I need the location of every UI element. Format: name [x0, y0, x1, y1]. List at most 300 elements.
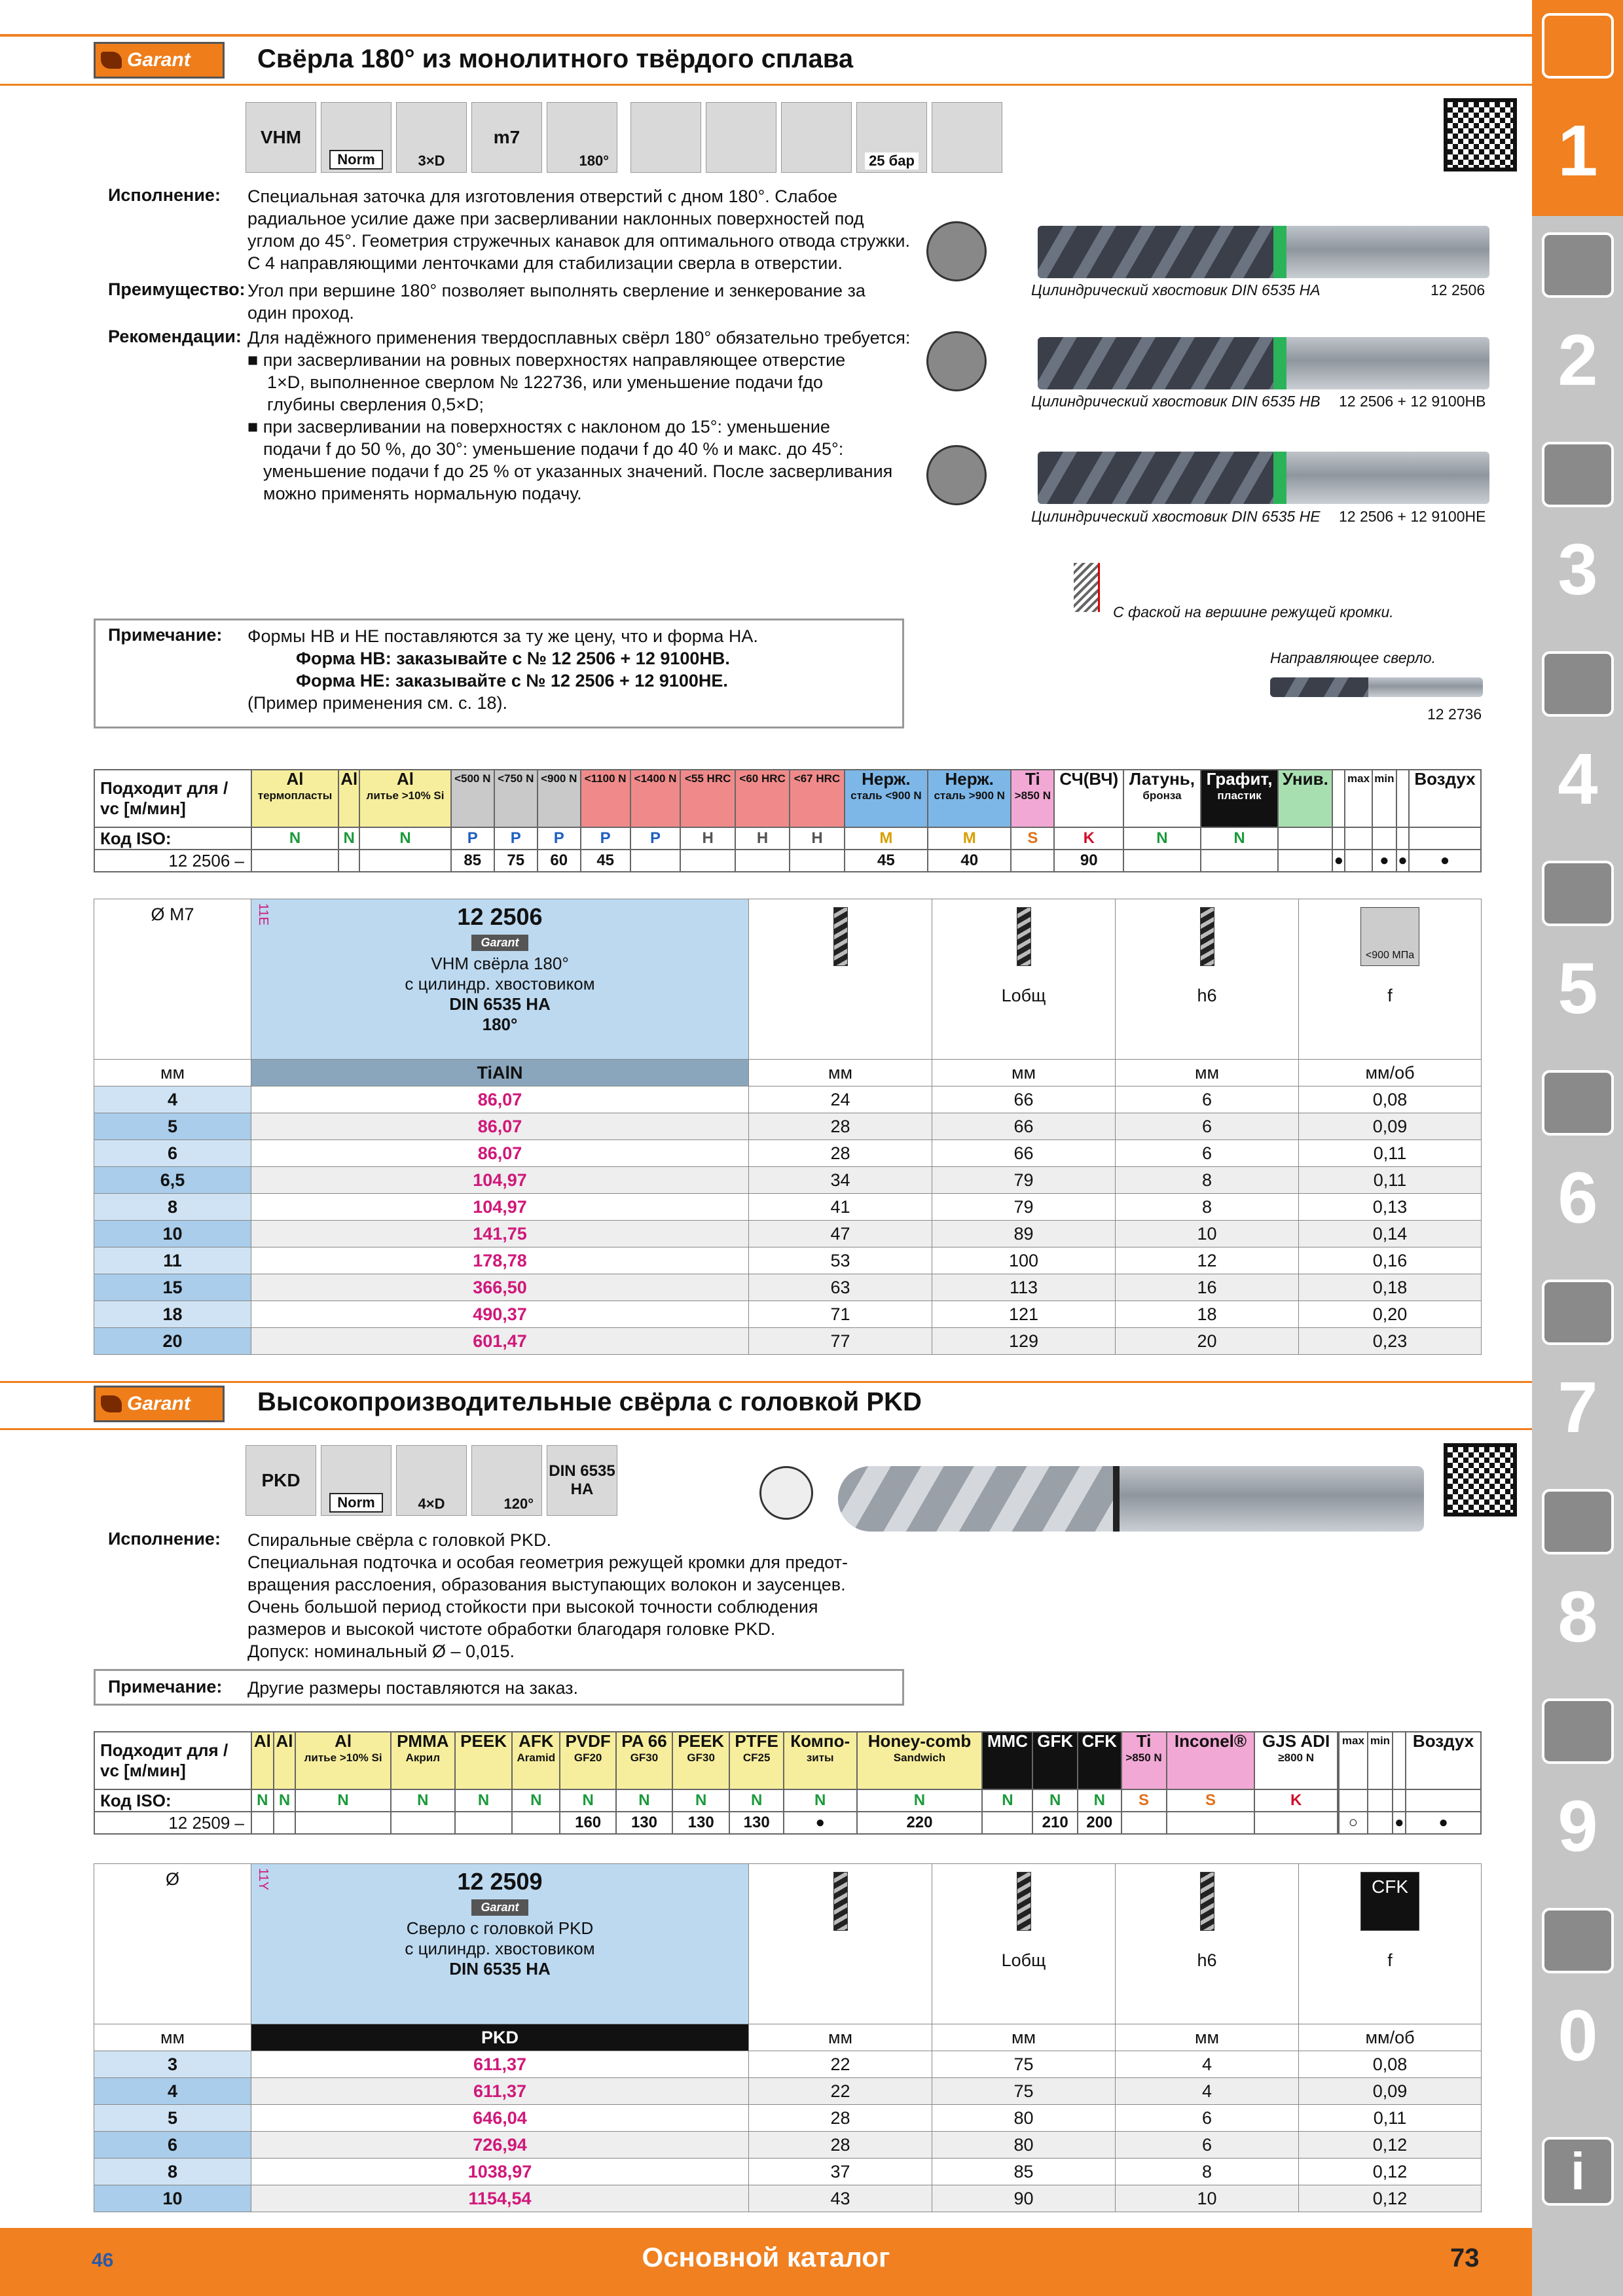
value-cell: 0,08: [1299, 2051, 1482, 2078]
price-cell[interactable]: 178,78: [251, 1247, 749, 1274]
cutting-speed: [295, 1812, 391, 1834]
drill-ha-code: 12 2506: [1431, 281, 1486, 298]
value-cell: 8: [1116, 1194, 1299, 1221]
cutting-speed: [735, 850, 790, 872]
iso-code: H: [790, 827, 844, 850]
diameter-header: Ø: [94, 1864, 251, 2024]
price-cell[interactable]: 104,97: [251, 1194, 749, 1221]
chapter-tab-9[interactable]: 9: [1558, 1785, 1598, 1867]
chamfer-icon: [1074, 563, 1100, 612]
diameter-cell: 10: [94, 2185, 251, 2212]
material-col-header: AFK Aramid: [512, 1732, 560, 1789]
iso-code: N: [672, 1789, 730, 1812]
cutting-speed: [1123, 850, 1201, 872]
iso-label: Код ISO:: [94, 1789, 251, 1812]
price-cell[interactable]: 726,94: [251, 2132, 749, 2159]
table-row: [94, 1301, 1482, 1328]
iso-code: K: [1254, 1789, 1337, 1812]
tools-chapter-icon[interactable]: [1542, 1070, 1614, 1136]
material-col-header: Воздух: [1406, 1732, 1481, 1789]
table-row: [94, 1274, 1482, 1301]
table-row: [94, 1194, 1482, 1221]
chapter-tab-8[interactable]: 8: [1558, 1576, 1598, 1657]
table-row: [94, 2159, 1482, 2185]
cutting-speed: [338, 850, 359, 872]
value-cell: 28: [749, 2132, 932, 2159]
iso-code: [1393, 1789, 1406, 1812]
material-col-header: [1332, 770, 1345, 827]
value-cell: 100: [932, 1247, 1116, 1274]
chapter-tab-3[interactable]: 3: [1558, 529, 1598, 610]
material-col-header: MMC: [982, 1732, 1032, 1789]
chapter-tab-7[interactable]: 7: [1558, 1367, 1598, 1448]
iso-code: S: [1167, 1789, 1255, 1812]
shank-drill-icon: h6: [1116, 1864, 1299, 2024]
recommend-label: Рекомендации:: [108, 327, 242, 346]
diameter-cell: 4: [94, 1086, 251, 1113]
iso-code: N: [512, 1789, 560, 1812]
iso-code: [1278, 827, 1332, 850]
chapter-tab-1[interactable]: 1: [1558, 110, 1598, 191]
value-cell: 0,11: [1299, 2105, 1482, 2132]
table-row: [94, 2051, 1482, 2078]
execution-label: Исполнение:: [108, 1529, 221, 1549]
material-col-header: min: [1372, 770, 1396, 827]
cutting-speed: 220: [857, 1812, 983, 1834]
info-chapter-icon[interactable]: i: [1542, 2137, 1614, 2206]
material-col-header: Al термопласты: [251, 770, 338, 827]
unit-label: мм: [1116, 2024, 1299, 2051]
table-row: [94, 2132, 1482, 2159]
table-row: [94, 2078, 1482, 2105]
value-cell: 0,11: [1299, 1140, 1482, 1167]
value-cell: 90: [932, 2185, 1116, 2212]
cutting-speed: 160: [560, 1812, 616, 1834]
material-col-header: GJS ADI ≥800 N: [1254, 1732, 1337, 1789]
drill-image-hb: [1038, 337, 1489, 389]
drill-hb-code: 12 2506 + 12 9100HB: [1339, 393, 1486, 410]
diameter-cell: 8: [94, 1194, 251, 1221]
iso-code: S: [1122, 1789, 1167, 1812]
cutting-speed: 130: [616, 1812, 672, 1834]
material-col-header: Нерж. сталь <900 N: [845, 770, 928, 827]
execution-text: Специальная заточка для изготовления отверстий с дном 180°. Слабое радиальное усилие даже при засверливании наклонных поверхностей под углом до 45°. Геометрия стружечных канавок для оптимального отвода стружки. С 4 направляющими ленточками для стабилизации сверла в отверстии.: [247, 187, 910, 273]
price-cell[interactable]: 611,37: [251, 2078, 749, 2105]
material-col-header: Воздух: [1409, 770, 1481, 827]
advantage-text: Угол при вершине 180° позволяет выполнять сверление и зенкерование за один проход.: [247, 281, 866, 323]
iso-code: N: [251, 1789, 274, 1812]
cutting-speed: [251, 1812, 274, 1834]
value-cell: 53: [749, 1247, 932, 1274]
flat-surface-icon: [630, 102, 701, 173]
point-angle-icon: 180°: [547, 102, 617, 173]
cutting-speed: [1122, 1812, 1167, 1834]
price-cell[interactable]: 490,37: [251, 1301, 749, 1328]
pkd-icon: PKD: [246, 1445, 316, 1516]
price-cell[interactable]: 601,47: [251, 1328, 749, 1355]
article-label: 12 2506 –: [94, 850, 251, 872]
table-row: [94, 2185, 1482, 2212]
material-col-header: Графит, пластик: [1201, 770, 1278, 827]
diameter-cell: 5: [94, 2105, 251, 2132]
drill-he-caption: Цилиндрический хвостовик DIN 6535 HE: [1031, 508, 1321, 525]
iso-code: P: [581, 827, 630, 850]
suitability-table-1: [94, 769, 1482, 872]
iso-code: [1332, 827, 1345, 850]
cutting-speed: [982, 1812, 1032, 1834]
cutting-speed: [1011, 850, 1054, 872]
material-col-header: max: [1339, 1732, 1367, 1789]
material-col-header: PA 66 GF30: [616, 1732, 672, 1789]
iso-code: P: [451, 827, 494, 850]
material-col-header: Al: [251, 1732, 274, 1789]
cutting-speed: [1254, 1812, 1337, 1834]
iso-code: S: [1011, 827, 1054, 850]
coating-label: PKD: [251, 2024, 749, 2051]
cutting-speed: [1368, 1812, 1393, 1834]
value-cell: 0,11: [1299, 1167, 1482, 1194]
cutting-speed: ●: [1372, 850, 1396, 872]
iso-code: [1345, 827, 1372, 850]
point-angle-icon: 120°: [471, 1445, 542, 1516]
value-cell: 37: [749, 2159, 932, 2185]
pilot-code: 12 2736: [1427, 706, 1482, 723]
material-col-header: <1100 N: [581, 770, 630, 827]
material-col-header: CFK: [1078, 1732, 1122, 1789]
iso-code: M: [845, 827, 928, 850]
diameter-drill-icon: [749, 899, 932, 1060]
diameter-cell: 5: [94, 1113, 251, 1140]
value-cell: 75: [932, 2078, 1116, 2105]
value-cell: 12: [1116, 1247, 1299, 1274]
chapter-tab-0[interactable]: 0: [1558, 1995, 1598, 2076]
material-col-header: Al: [274, 1732, 296, 1789]
iso-code: P: [494, 827, 538, 850]
safety-chapter-icon[interactable]: [1542, 1908, 1614, 1973]
cutting-speed: 130: [672, 1812, 730, 1834]
shank-drill-icon: h6: [1116, 899, 1299, 1060]
iso-code: N: [982, 1789, 1032, 1812]
garant-logo: Garant: [94, 42, 225, 79]
material-col-header: Al литье >10% Si: [295, 1732, 391, 1789]
diameter-drill-icon: [749, 1864, 932, 2024]
material-col-header: Унив.: [1278, 770, 1332, 827]
unit-label: мм: [932, 1060, 1116, 1086]
table-row: [94, 2105, 1482, 2132]
chapter-tab-5[interactable]: 5: [1558, 948, 1598, 1029]
cutting-speed: [1278, 850, 1332, 872]
norm-icon: Norm: [321, 1445, 392, 1516]
value-cell: 113: [932, 1274, 1116, 1301]
material-col-header: PTFE CF25: [729, 1732, 783, 1789]
value-cell: 0,08: [1299, 1086, 1482, 1113]
value-cell: 0,13: [1299, 1194, 1482, 1221]
iso-code: N: [857, 1789, 983, 1812]
price-cell[interactable]: 1038,97: [251, 2159, 749, 2185]
drill-tip-icon: [926, 221, 987, 281]
product-header: 11Y 12 2509 Garant Сверло с головкой PKD с цилиндр. хвостовиком DIN 6535 HA: [251, 1864, 749, 2024]
value-cell: 79: [932, 1194, 1116, 1221]
iso-code: N: [274, 1789, 296, 1812]
value-cell: 0,14: [1299, 1221, 1482, 1247]
article-label: 12 2509 –: [94, 1812, 251, 1834]
advantage-label: Преимущество:: [108, 279, 246, 299]
material-header: CFK f: [1299, 1864, 1482, 2024]
qr-code-icon: [1444, 98, 1517, 171]
price-cell[interactable]: 86,07: [251, 1140, 749, 1167]
value-cell: 0,09: [1299, 2078, 1482, 2105]
cutting-speed: 130: [729, 1812, 783, 1834]
section2-title: Высокопроизводительные свёрла с головкой PKD: [257, 1388, 922, 1416]
diameter-cell: 6: [94, 2132, 251, 2159]
table-row: [94, 1167, 1482, 1194]
drill-chapter-icon[interactable]: [1542, 13, 1614, 79]
value-cell: 22: [749, 2078, 932, 2105]
cutting-speed: [1345, 850, 1372, 872]
diameter-header: Ø M7: [94, 899, 251, 1060]
iso-code: [1368, 1789, 1393, 1812]
value-cell: 0,12: [1299, 2159, 1482, 2185]
material-col-header: Латунь, бронза: [1123, 770, 1201, 827]
value-cell: 6: [1116, 1140, 1299, 1167]
cutting-speed: ●: [1332, 850, 1345, 872]
value-cell: 47: [749, 1221, 932, 1247]
value-cell: 63: [749, 1274, 932, 1301]
diameter-cell: 10: [94, 1221, 251, 1247]
value-cell: 18: [1116, 1301, 1299, 1328]
suitability-table-2: [94, 1731, 1482, 1835]
execution-label: Исполнение:: [108, 185, 221, 205]
norm-icon: Norm: [321, 102, 392, 173]
cutting-speed: 85: [451, 850, 494, 872]
product-header: 11E 12 2506 Garant VHM свёрла 180° с цилиндр. хвостовиком DIN 6535 HA 180°: [251, 899, 749, 1060]
iso-label: Код ISO:: [94, 827, 251, 850]
measuring-chapter-icon[interactable]: [1542, 651, 1614, 717]
value-cell: 24: [749, 1086, 932, 1113]
material-col-header: <60 HRC: [735, 770, 790, 827]
iso-code: N: [1123, 827, 1201, 850]
cross-hole-icon: [706, 102, 776, 173]
price-cell[interactable]: 1154,54: [251, 2185, 749, 2212]
value-cell: 77: [749, 1328, 932, 1355]
page-number-left: 46: [92, 2250, 114, 2271]
iso-code: N: [560, 1789, 616, 1812]
cutting-speed: 75: [494, 850, 538, 872]
cutting-speed: ●: [1406, 1812, 1481, 1834]
drill-hb-caption: Цилиндрический хвостовик DIN 6535 HB: [1031, 393, 1321, 410]
diameter-cell: 4: [94, 2078, 251, 2105]
material-col-header: Нерж. сталь >900 N: [928, 770, 1011, 827]
material-col-header: Компо- зиты: [784, 1732, 857, 1789]
value-cell: 75: [932, 2051, 1116, 2078]
value-cell: 85: [932, 2159, 1116, 2185]
value-cell: 4: [1116, 2051, 1299, 2078]
tolerance-m7-icon: m7: [471, 102, 542, 173]
cutting-speed: ●: [1396, 850, 1409, 872]
price-cell[interactable]: 104,97: [251, 1167, 749, 1194]
iso-code: N: [616, 1789, 672, 1812]
value-cell: 121: [932, 1301, 1116, 1328]
unit-label: мм: [749, 2024, 932, 2051]
material-col-header: PVDF GF20: [560, 1732, 616, 1789]
cutting-speed: ○: [1339, 1812, 1367, 1834]
diameter-cell: 8: [94, 2159, 251, 2185]
table-row: [94, 1328, 1482, 1355]
counterbore-icon: [932, 102, 1002, 173]
value-cell: 8: [1116, 1167, 1299, 1194]
price-cell[interactable]: 86,07: [251, 1086, 749, 1113]
price-cell[interactable]: 611,37: [251, 2051, 749, 2078]
chapter-tab-4[interactable]: 4: [1558, 738, 1598, 819]
din-icon: DIN 6535 HA: [547, 1445, 617, 1516]
value-cell: 28: [749, 2105, 932, 2132]
cutting-speed: [512, 1812, 560, 1834]
value-cell: 10: [1116, 1221, 1299, 1247]
value-cell: 89: [932, 1221, 1116, 1247]
catalog-title: Основной каталог: [642, 2242, 890, 2272]
coating-label: TiAlN: [251, 1060, 749, 1086]
drill-tip-icon: [926, 331, 987, 391]
diameter-cell: 6: [94, 1140, 251, 1167]
value-cell: 28: [749, 1113, 932, 1140]
price-cell[interactable]: 366,50: [251, 1274, 749, 1301]
material-col-header: СЧ(ВЧ): [1054, 770, 1123, 827]
value-cell: 0,09: [1299, 1113, 1482, 1140]
cutting-speed: [251, 850, 338, 872]
cutting-speed: 45: [845, 850, 928, 872]
pilot-drill-image: [1270, 677, 1483, 697]
length-drill-icon: Lобщ: [932, 1864, 1116, 2024]
execution-text: Спиральные свёрла с головкой PKD. Специальная подточка и особая геометрия режущей кромки для предот- вращения расслоения, образования выступающих волокон и заусенцев. Очень большой период стойкости при высокой точности соблюдения размеров и высокой чистоте обработки благодаря головке PKD. Допуск: номинальный Ø – 0,015.: [247, 1530, 848, 1661]
unit-mm: мм: [94, 2024, 251, 2051]
value-cell: 8: [1116, 2159, 1299, 2185]
product-table-2: [94, 1863, 1482, 2212]
note-label: Примечание:: [108, 625, 223, 645]
cutting-speed: [274, 1812, 296, 1834]
value-cell: 0,16: [1299, 1247, 1482, 1274]
material-col-header: Ti >850 N: [1011, 770, 1054, 827]
value-cell: 0,18: [1299, 1274, 1482, 1301]
grinding-chapter-icon[interactable]: [1542, 861, 1614, 926]
qr-code-icon: [1444, 1443, 1517, 1516]
iso-code: [1406, 1789, 1481, 1812]
iso-code: [1409, 827, 1481, 850]
pkd-drill-image: [838, 1466, 1424, 1532]
length-drill-icon: Lобщ: [932, 899, 1116, 1060]
depth-4xd-icon: 4×D: [396, 1445, 467, 1516]
price-cell[interactable]: 86,07: [251, 1113, 749, 1140]
diameter-cell: 11: [94, 1247, 251, 1274]
inclined-surface-icon: [781, 102, 852, 173]
recommend-text: Для надёжного применения твердосплавных свёрл 180° обязательно требуется: ■ при засверливании на ровных поверхностях направляющее отверстие 1×D, выполненное сверлом № 122736, или уменьшение подачи fдо глубины сверления 0,5×D; ■ при засверливании на поверхностях с наклоном до 15°: уменьшение подачи f до 50 %, до 30°: уменьшение подачи f до 40 % и макс. до 45°: уменьшение подачи f до 25 % от указанных значений. После засверливания можно применять нормальную подачу.: [247, 328, 911, 503]
iso-code: N: [295, 1789, 391, 1812]
value-cell: 20: [1116, 1328, 1299, 1355]
material-col-header: <67 HRC: [790, 770, 844, 827]
unit-label: мм/об: [1299, 2024, 1482, 2051]
insert-chapter-icon[interactable]: [1542, 232, 1614, 298]
chapter-tab-2[interactable]: 2: [1558, 319, 1598, 401]
material-col-header: <500 N: [451, 770, 494, 827]
material-col-header: min: [1368, 1732, 1393, 1789]
iso-code: M: [928, 827, 1011, 850]
iso-code: N: [729, 1789, 783, 1812]
suit-header: Подходит для / vc [м/мин]: [94, 770, 251, 827]
unit-mm: мм: [94, 1060, 251, 1086]
value-cell: 0,12: [1299, 2185, 1482, 2212]
garant-logo: Garant: [94, 1386, 225, 1422]
value-cell: 66: [932, 1113, 1116, 1140]
cutting-speed: 90: [1054, 850, 1123, 872]
vhm-icon: VHM: [246, 102, 316, 173]
pilot-caption: Направляющее сверло.: [1270, 649, 1436, 666]
drill-ha-caption: Цилиндрический хвостовик DIN 6535 HA: [1031, 281, 1321, 298]
cutting-speed: ●: [1393, 1812, 1406, 1834]
material-col-header: Al: [338, 770, 359, 827]
material-col-header: [1396, 770, 1409, 827]
value-cell: 79: [932, 1167, 1116, 1194]
iso-code: N: [784, 1789, 857, 1812]
product-table-1: [94, 899, 1482, 1355]
value-cell: 66: [932, 1086, 1116, 1113]
storage-chapter-icon[interactable]: [1542, 1698, 1614, 1764]
chapter-tab-6[interactable]: 6: [1558, 1157, 1598, 1238]
chamfer-caption: С фаской на вершине режущей кромки.: [1113, 603, 1394, 620]
iso-code: N: [455, 1789, 513, 1812]
material-col-header: max: [1345, 770, 1372, 827]
material-col-header: GFK: [1032, 1732, 1077, 1789]
cutting-speed: [391, 1812, 455, 1834]
value-cell: 16: [1116, 1274, 1299, 1301]
section1-title: Свёрла 180° из монолитного твёрдого сплава: [257, 45, 854, 73]
iso-code: [1339, 1789, 1367, 1812]
note-text: Формы HB и HE поставляются за ту же цену, что и форма HA. Форма HB: заказывайте с № 12 2506 + 12 9100HB. Форма HE: заказывайте с № 12 2506 + 12 9100HE. (Пример применения см. с. 18).: [247, 626, 758, 713]
holder-chapter-icon[interactable]: [1542, 442, 1614, 507]
cutting-speed: 210: [1032, 1812, 1077, 1834]
drill-image-ha: [1038, 226, 1489, 278]
material-col-header: <1400 N: [630, 770, 681, 827]
iso-code: N: [338, 827, 359, 850]
cutting-speed: ●: [784, 1812, 857, 1834]
cutting-speed: [790, 850, 844, 872]
drill-tip-icon: [926, 445, 987, 505]
value-cell: 6: [1116, 2132, 1299, 2159]
workshop-chapter-icon[interactable]: [1542, 1489, 1614, 1554]
hand-tools-chapter-icon[interactable]: [1542, 1280, 1614, 1345]
iso-code: N: [1201, 827, 1278, 850]
unit-label: мм: [749, 1060, 932, 1086]
diameter-cell: 15: [94, 1274, 251, 1301]
cutting-speed: 200: [1078, 1812, 1122, 1834]
iso-code: H: [735, 827, 790, 850]
suit-header: Подходит для / vc [м/мин]: [94, 1732, 251, 1789]
iso-code: P: [630, 827, 681, 850]
value-cell: 6: [1116, 1086, 1299, 1113]
cutting-speed: 40: [928, 850, 1011, 872]
iso-code: H: [680, 827, 735, 850]
value-cell: 6: [1116, 2105, 1299, 2132]
unit-label: мм/об: [1299, 1060, 1482, 1086]
diameter-cell: 6,5: [94, 1167, 251, 1194]
price-cell[interactable]: 646,04: [251, 2105, 749, 2132]
table-row: [94, 1221, 1482, 1247]
value-cell: 43: [749, 2185, 932, 2212]
material-col-header: [1393, 1732, 1406, 1789]
table-row: [94, 1086, 1482, 1113]
material-col-header: <55 HRC: [680, 770, 735, 827]
material-col-header: <900 N: [538, 770, 581, 827]
price-cell[interactable]: 141,75: [251, 1221, 749, 1247]
depth-3xd-icon: 3×D: [396, 102, 467, 173]
